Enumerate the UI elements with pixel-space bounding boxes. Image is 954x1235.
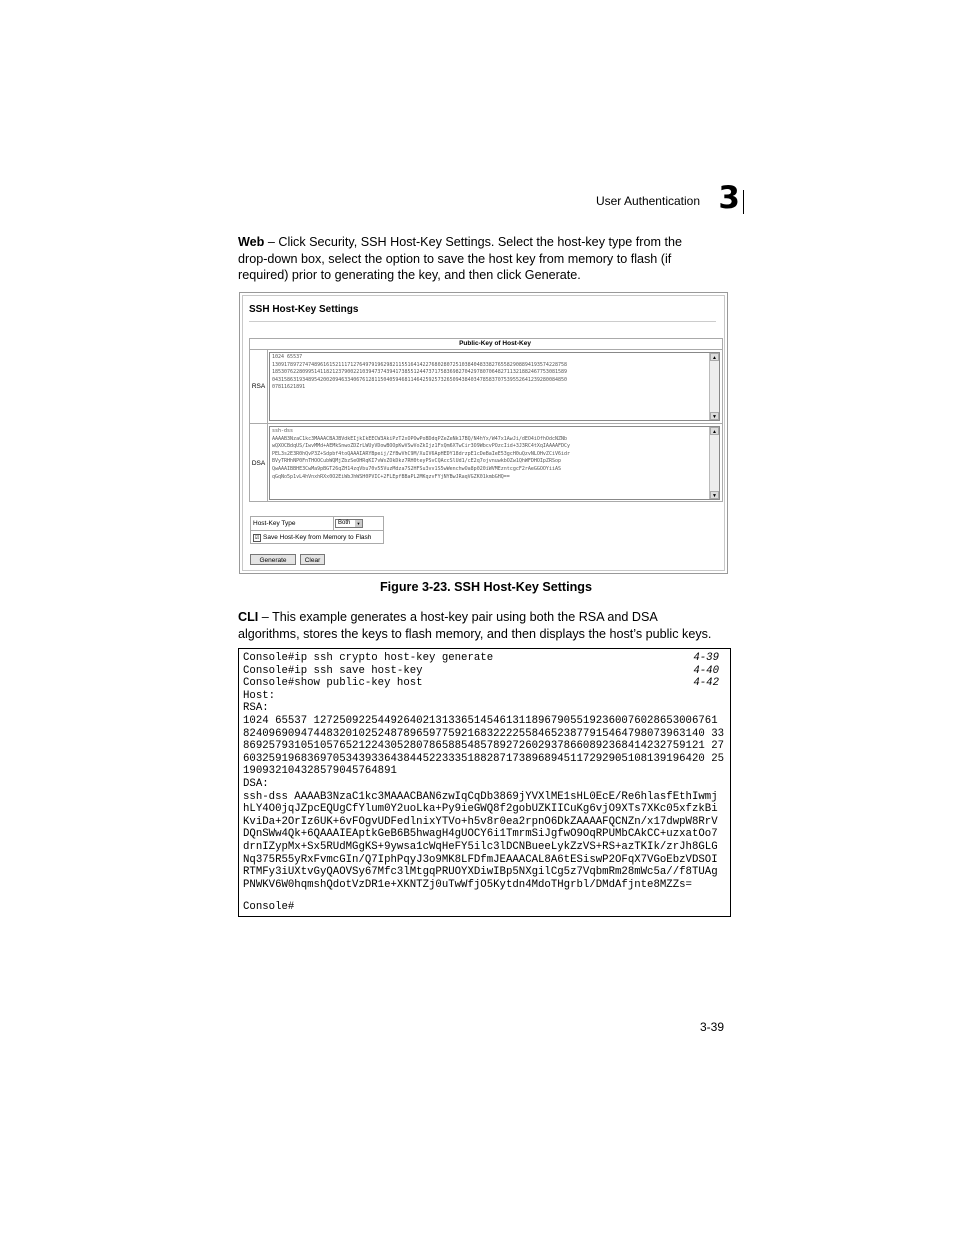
cli-listing-line: RSA: — [243, 702, 269, 715]
cli-lead: CLI — [238, 610, 259, 624]
cli-line-2: algorithms, stores the keys to flash memory, and then displays the host’s public keys. — [238, 626, 712, 641]
rsa-label: RSA — [250, 350, 268, 423]
title-rule — [249, 321, 716, 322]
generate-button[interactable]: Generate — [250, 554, 296, 565]
cli-listing-line: PNWKV6W0hqmshQdotVzDR1e+XKNTZj0uTwWfjO5Kytdn4MdoTHgrbl/DMdAfjnte8MZZs= — [243, 878, 692, 891]
chapter-number: 3 — [718, 180, 740, 216]
cli-page-ref: 4-40 — [693, 664, 719, 677]
running-title: User Authentication — [595, 194, 700, 208]
dsa-key-text: ssh-dss AAAAB3NzaC1kc3MAAACBAJBVdkEIjkIkEECW3AkiPzT2xOPOwPoBDdqPZeZeNk17BQ/N4hYx/W47x1AwJi/dEO4iOfhOdcNZNb wQXOCBdqUS/IwvMMd+AEMkSnwoZDZrLWUyVDowBOOpKwVSwVoZkIjz1FxQm6XTwCir3O9WbcvPOzcIid+3J3RC4tXqIAAAAFDCy PEL3s2E3R0hQvP3Z+Sdpbf4toQAAAIARYBpeij/ZfBwVhC9M/XuIV6ApHEDY18drzpE1cDeBaIeE53gcH0uQzvNLOHvZCiV6idr BVyTRHhNP0FnTHOOCubWQMjZbzSeOHRqKI7vWsZOkDkz7RH0teyPSvCQAccSlUd1/cE2q7ojvnuwkbOZw1QhWFDHOIpZRSop QwAAAIBBHE3CwMa9pBGT26qZH14zqVbu70v55VuzMdza7S2HFSu3vv1S5wWenchwOa8p020iWVMEzntcgcF2rAeGGOOYiiAS qGqNo5p1vL4hVnxhRXx0O2EiWbJhWSH0PVIC+2FLEpfBBaPL2MKqzvFYjNYBwJRaqVGZK01kmbGHQ== — [272, 428, 571, 480]
cli-page-ref: 4-42 — [693, 677, 719, 690]
cli-listing — [238, 648, 731, 917]
rsa-row — [250, 349, 722, 423]
cli-listing-line: DQnSWw4Qk+6QAAAIEAptkGeB6B5hwagH4gUOCY6i1TmrmSiJgfwO9OqRPUMbCAkCC+uzxatOo7 — [243, 828, 718, 841]
host-key-type-value: Both — [338, 520, 351, 526]
cli-listing-line: Nq375R55yRxFvmcGIn/Q7IphPqyJ3o9MK8LFDfmJEAAACAL8A6tESiswP2OFqX7VGoEbzVDSOI — [243, 853, 718, 866]
rsa-key-text: 1024 65537 13091789727474896161521117127649791962982115516414227680280725103840483382765582908894193574228758 18530762280995141182123790022103947374394173855124473717583698270429780706482711321882467753081589 04315863193489542002094633406761281150405946811464259257326509438403478583707539552641239280084850 07811621891 — [272, 354, 568, 391]
cli-listing-line: drnIZypMx+Sx5RUdMGgKS+9ywsa1cWqHeFY5ilc3lDCNBueeLykZzVS+RS+azTKIk/zrJh8GLG — [243, 841, 718, 853]
page-number: 3-39 — [700, 1020, 725, 1034]
running-header — [560, 180, 746, 218]
rsa-key-textarea[interactable] — [269, 352, 720, 421]
cell-divider — [333, 517, 334, 530]
cli-paragraph — [238, 609, 734, 642]
chevron-down-icon[interactable]: ▼ — [356, 521, 361, 526]
host-key-type-row — [251, 517, 383, 531]
cli-listing-line: 1909321043285​79045764891 — [243, 765, 397, 778]
cli-listing-line: hLY4O0jqJZpcEQUgCfYlum0Y2uoLka+Py9ieGWQ8f2gobUZKIICuKg6vjO9XTs7XKc05xfzkBi — [243, 803, 718, 816]
cli-listing-line: 1024 65537 127250922544926402131336514546131189679055192360076028653006761 — [243, 715, 718, 727]
cli-listing-line: Console#ip ssh crypto host-key generate — [243, 652, 494, 664]
save-flash-checkbox[interactable]: ☑ — [254, 534, 260, 541]
cli-page-ref: 4-39 — [693, 652, 719, 664]
cli-listing-line: Host: — [243, 689, 276, 702]
ssh-host-key-screenshot — [239, 292, 728, 574]
clear-button[interactable]: Clear — [300, 554, 325, 565]
cli-listing-line: RTMFy3iUXtvGyQAOVSy67Mfc3lMtgqPRUOYXDiwIBp5NXgilCg5z7VqbmRm28mWc5a//f8TUAg — [243, 866, 718, 879]
web-lead: Web — [238, 235, 265, 249]
cli-listing-line: 603259196836970534393364384452233351882871738968945117292905108139196420 25 — [243, 752, 725, 765]
screenshot-frame — [242, 295, 725, 571]
web-line-1: – Click Security, SSH Host-Key Settings. Select the host-key type from the — [264, 235, 682, 249]
cli-listing-line: Console#show public-key host — [243, 677, 423, 690]
scroll-up-icon[interactable]: ▲ — [710, 427, 719, 435]
cli-line-1: – This example generates a host-key pair using both the RSA and DSA — [258, 610, 658, 624]
cli-listing-line: 869257931051057652122430528078658854857892726029378660892368414232759121 27 — [243, 740, 725, 753]
cli-listing-line: ssh-dss AAAAB3NzaC1kc3MAAACBAN6zwIqCqDb3869jYVXlME1sHL0EcE/Re6hlasfEthIwmj — [243, 790, 718, 803]
save-flash-row — [253, 532, 371, 543]
rsa-scrollbar[interactable] — [709, 353, 719, 420]
dsa-key-textarea[interactable] — [269, 426, 720, 500]
public-key-table — [249, 338, 723, 502]
web-line-2: drop-down box, select the option to save the host key from memory to flash (if — [238, 251, 672, 266]
host-key-type-label: Host-Key Type — [253, 520, 296, 527]
figure-caption: Figure 3-23. SSH Host-Key Settings — [379, 580, 593, 594]
web-paragraph — [238, 234, 734, 284]
dsa-row — [250, 423, 722, 502]
scroll-up-icon[interactable]: ▲ — [710, 353, 719, 361]
scroll-down-icon[interactable]: ▼ — [710, 412, 719, 420]
web-line-3: required) prior to generating the key, and then click Generate. — [238, 268, 581, 282]
public-key-header: Public-Key of Host-Key — [268, 339, 722, 350]
dsa-scrollbar[interactable] — [709, 427, 719, 499]
scroll-down-icon[interactable]: ▼ — [710, 491, 719, 499]
save-flash-label: Save Host-Key from Memory to Flash — [263, 534, 372, 541]
screenshot-title: SSH Host-Key Settings — [249, 304, 359, 315]
cli-listing-line: DSA: — [243, 778, 269, 790]
dsa-label: DSA — [250, 424, 268, 502]
host-key-type-select[interactable] — [335, 519, 363, 528]
chapter-rule — [743, 190, 744, 214]
host-key-options — [250, 516, 384, 544]
cli-listing-line: KviDa+2OrIz6UK+6vFOgvUDFedlnixYTVo+h5v8r0ea2rpnO6DkZAAAAFQCNZn/x17dwpW8RrV — [243, 815, 718, 828]
cli-listing-line: Console#ip ssh save host-key — [243, 664, 423, 677]
cli-listing-line: Console# — [243, 901, 295, 913]
cli-listing-line: 824096909474483201025248789659775921683222255846523877915464798073963140 33 — [243, 727, 725, 740]
